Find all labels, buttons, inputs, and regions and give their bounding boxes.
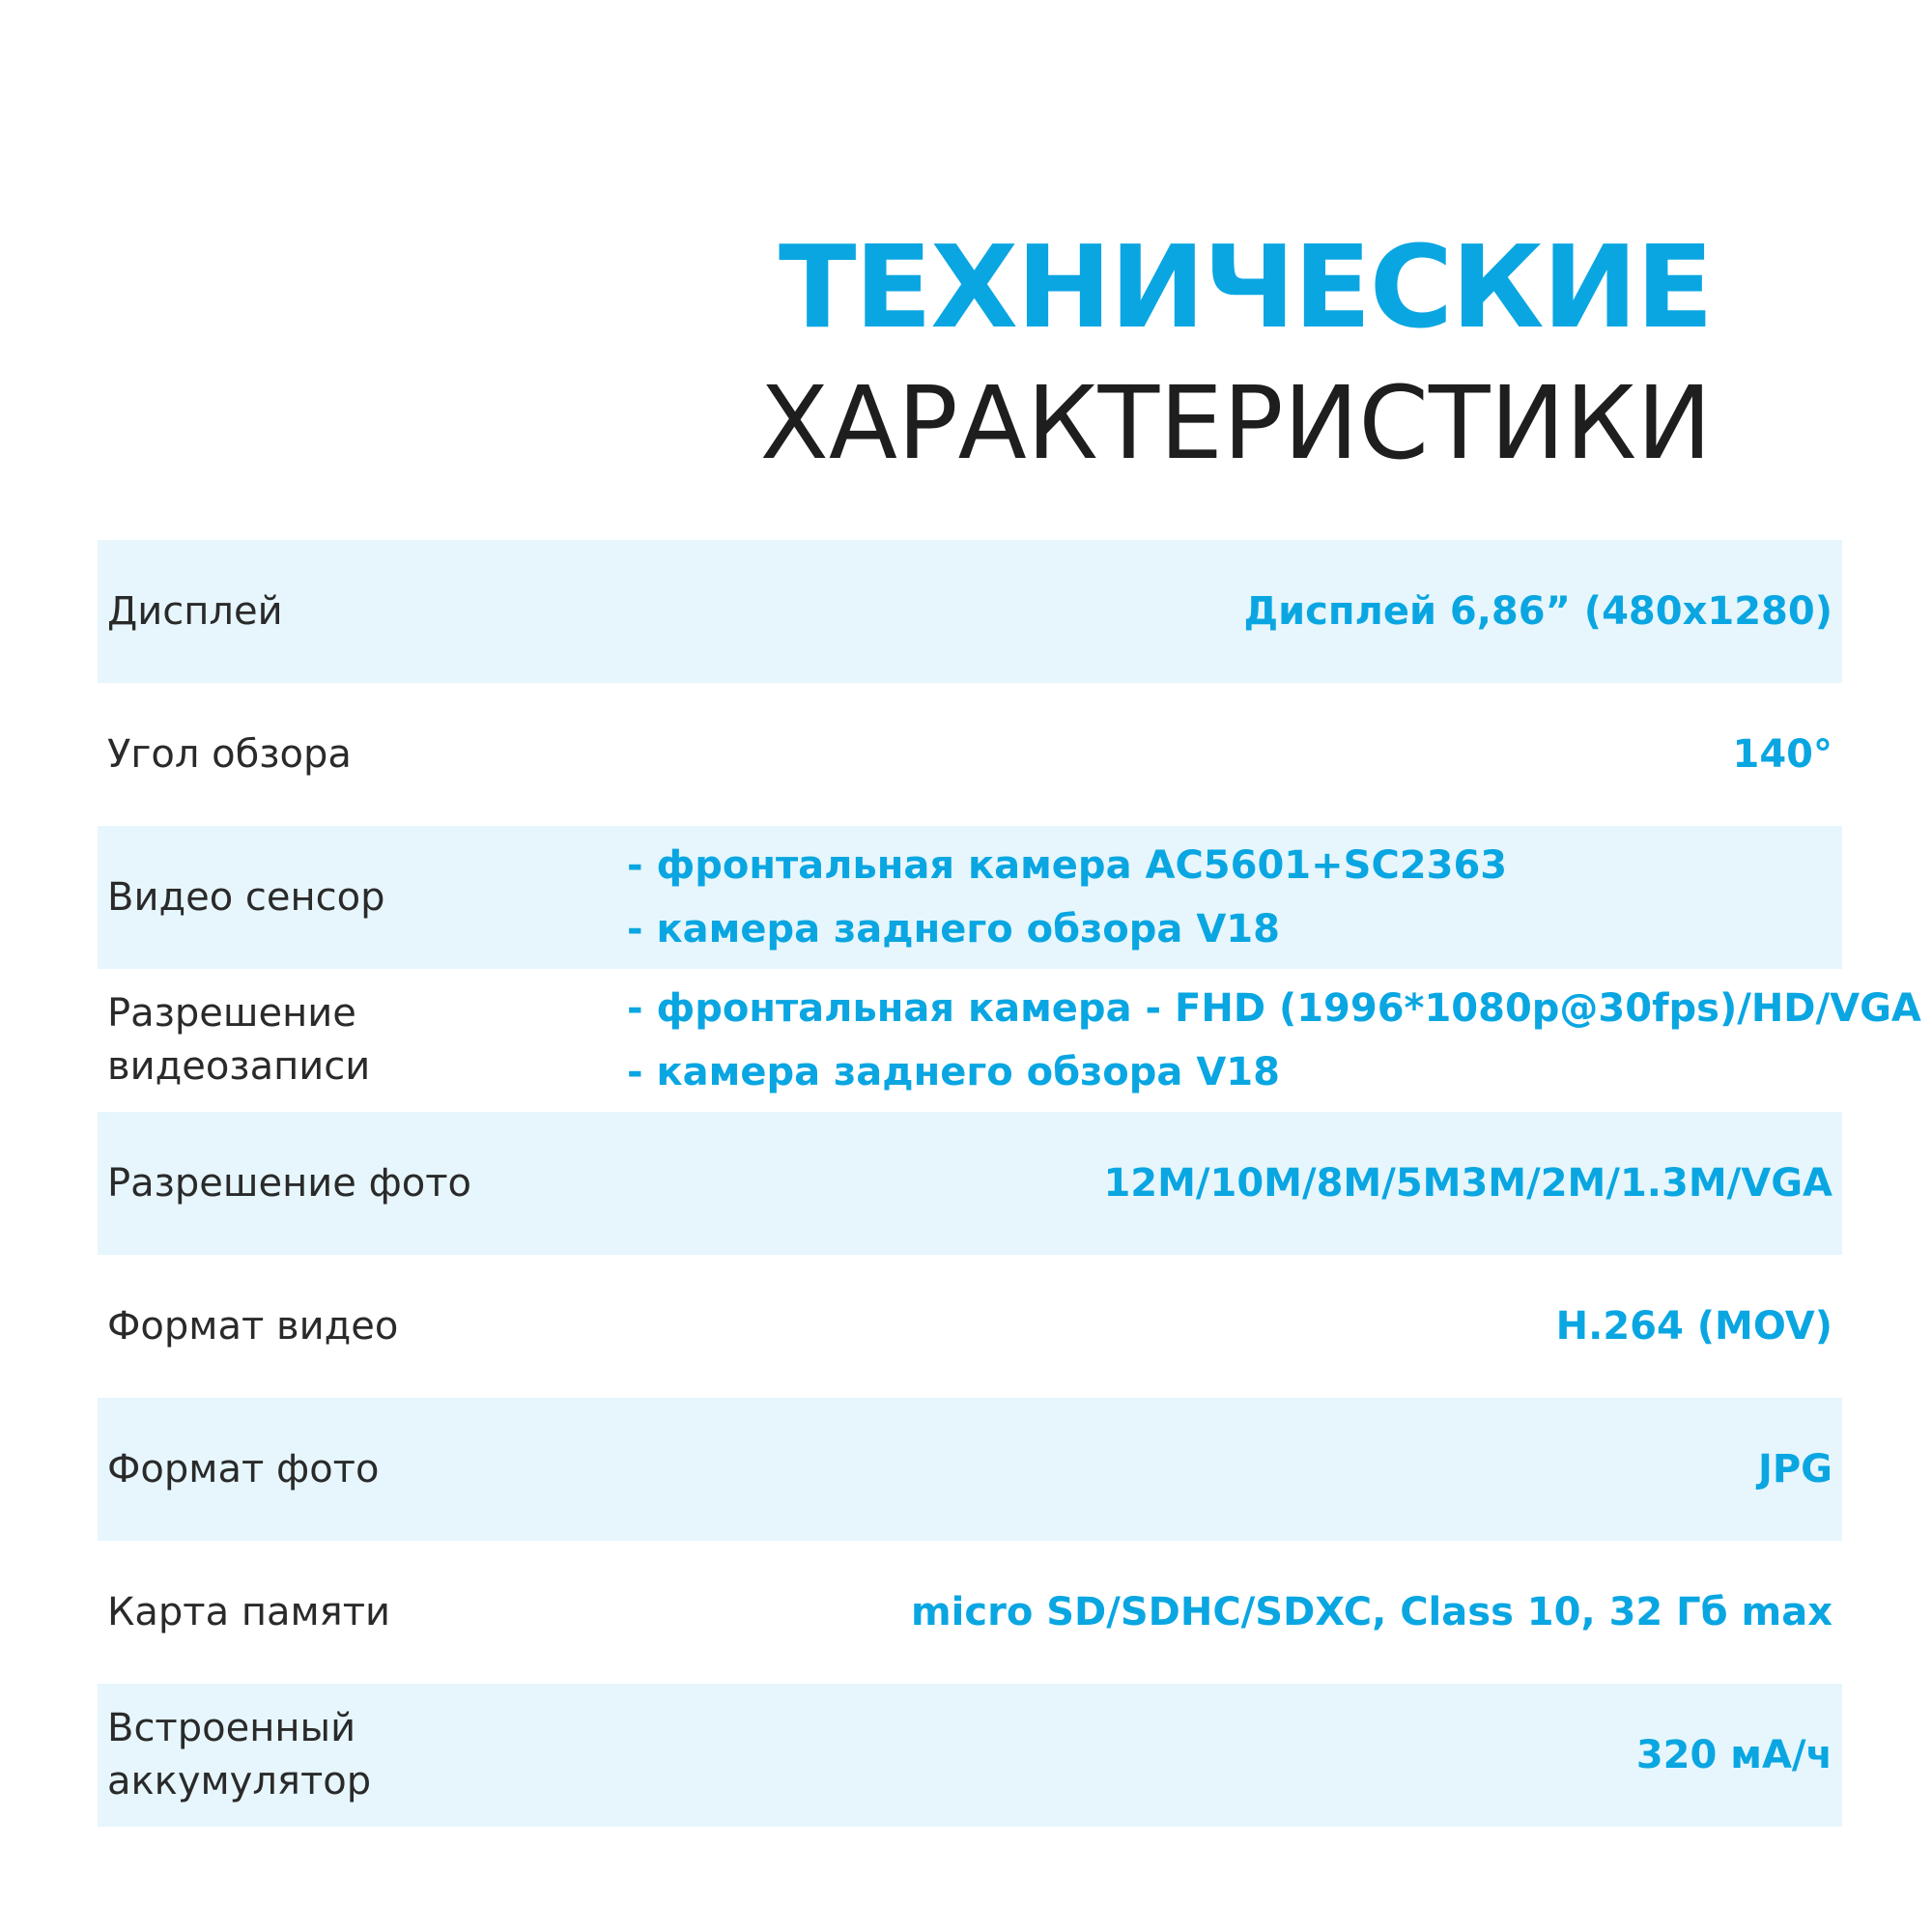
spec-label: Формат фото — [107, 1446, 380, 1492]
spec-value-item: - камера заднего обзора V18 — [627, 1050, 1280, 1094]
spec-row-memory-card — [98, 1541, 1842, 1684]
page-title-line-1: ТЕХНИЧЕСКИЕ — [779, 220, 1712, 354]
spec-label: Разрешение видеозаписи — [107, 991, 371, 1089]
spec-value: H.264 (MOV) — [1555, 1304, 1833, 1349]
spec-value-item: - камера заднего обзора V18 — [627, 907, 1280, 952]
spec-value: 320 мА/ч — [1635, 1733, 1833, 1777]
spec-label: Встроенный аккумулятор — [107, 1706, 372, 1804]
page-title-line-2: ХАРАКТЕРИСТИКИ — [759, 364, 1712, 482]
spec-label: Карта памяти — [107, 1589, 391, 1634]
spec-row-video-sensor — [98, 826, 1842, 969]
spec-value: JPG — [1757, 1447, 1833, 1492]
spec-value-list — [627, 834, 1507, 961]
spec-value-item: - фронтальная камера AC5601+SC2363 — [627, 843, 1508, 888]
spec-label: Угол обзора — [107, 731, 352, 777]
spec-value: Дисплей 6,86” (480x1280) — [1243, 589, 1833, 634]
spec-row-battery — [98, 1684, 1842, 1827]
spec-value: micro SD/SDHC/SDXC, Class 10, 32 Гб max — [910, 1590, 1833, 1634]
spec-value-item: - фронтальная камера - FHD (1996*1080p@30fps)/HD/VGA — [627, 986, 1921, 1031]
spec-label: Формат видео — [107, 1303, 399, 1349]
spec-row-photo-resolution — [98, 1112, 1842, 1255]
specs-table — [98, 540, 1921, 1827]
spec-row-view-angle — [98, 683, 1842, 826]
spec-value: 140° — [1732, 732, 1833, 777]
spec-row-display — [98, 540, 1842, 683]
spec-label: Дисплей — [107, 588, 283, 634]
spec-value-list — [627, 977, 1921, 1104]
spec-row-video-resolution — [98, 969, 1921, 1112]
spec-row-photo-format — [98, 1398, 1842, 1541]
spec-value: 12M/10M/8M/5M3M/2M/1.3M/VGA — [1103, 1161, 1833, 1206]
spec-label: Видео сенсор — [107, 874, 385, 920]
spec-row-video-format — [98, 1255, 1842, 1398]
spec-label: Разрешение фото — [107, 1160, 472, 1206]
